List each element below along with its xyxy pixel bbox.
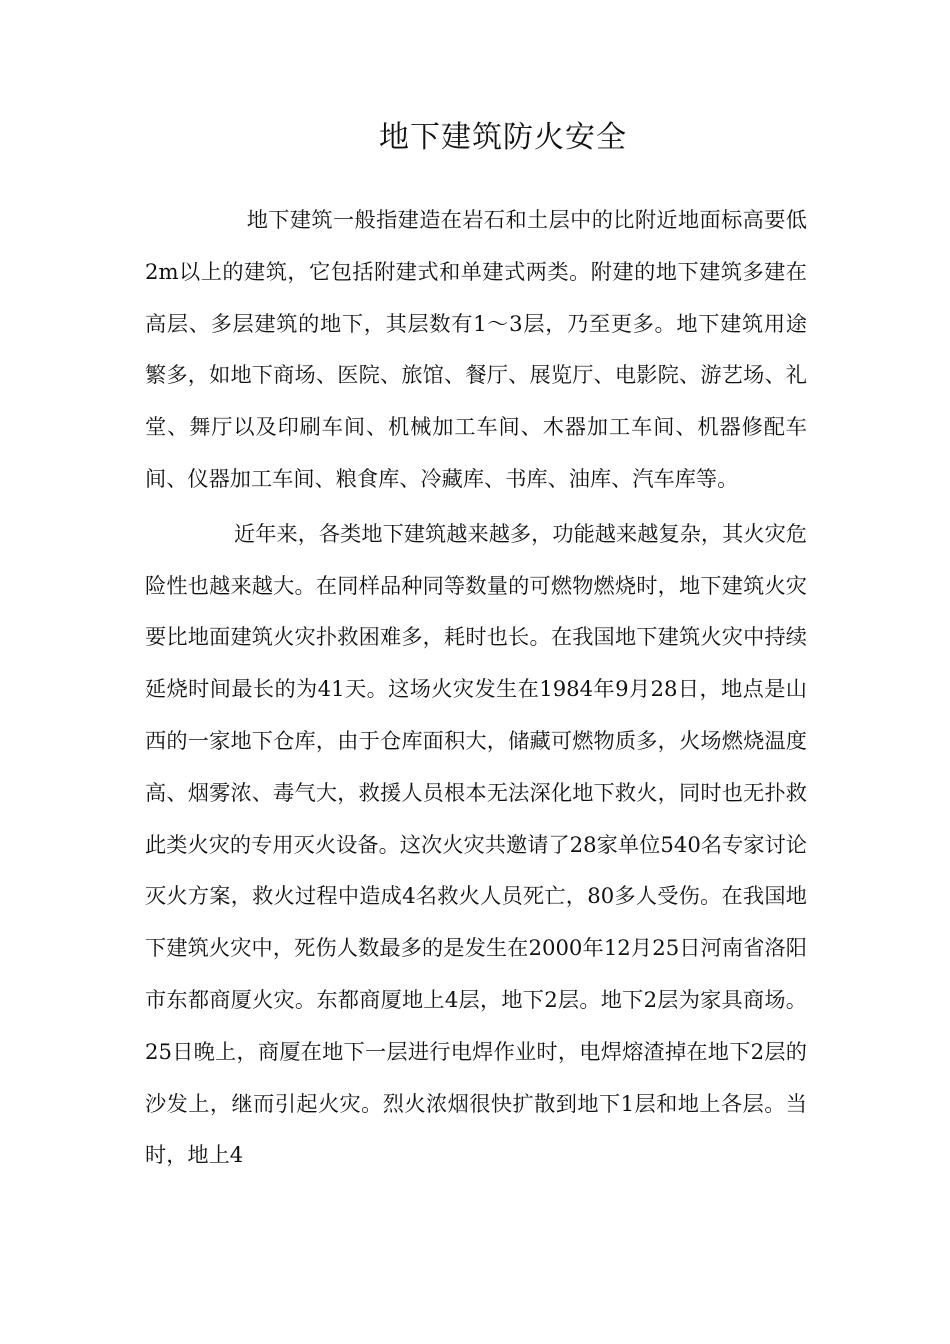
document-body (145, 194, 807, 1181)
paragraph-underground-building-definition: 地下建筑一般指建造在岩石和土层中的比附近地面标高要低2m以上的建筑，它包括附建式和单建式两类。附建的地下建筑多建在高层、多层建筑的地下，其层数有1～3层，乃至更多。地下建筑用途繁多，如地下商场、医院、旅馆、餐厅、展览厅、电影院、游艺场、礼堂、舞厅以及印刷车间、机械加工车间、木器加工车间、机器修配车间、仪器加工车间、粮食库、冷藏库、书库、油库、汽车库等。 (145, 207, 807, 491)
document-title: 地下建筑防火安全 (379, 120, 627, 155)
paragraph-fire-risk-cases: 近年来，各类地下建筑越来越多，功能越来越复杂，其火灾危险性也越来越大。在同样品种同等数量的可燃物燃烧时，地下建筑火灾要比地面建筑火灾扑救困难多，耗时也长。在我国地下建筑火灾中持续延烧时间最长的为41天。这场火灾发生在1984年9月28日，地点是山西的一家地下仓库，由于仓库面积大，储藏可燃物质多，火场燃烧温度高、烟雾浓、毒气大，救援人员根本无法深化地下救火，同时也无扑救此类火灾的专用灭火设备。这次火灾共邀请了28家单位540名专家讨论灭火方案，救火过程中造成4名救火人员死亡，80多人受伤。在我国地下建筑火灾中，死伤人数最多的是发生在2000年12月25日河南省洛阳市东都商厦火灾。东都商厦地上4层，地下2层。地下2层为家具商场。25日晚上，商厦在地下一层进行电焊作业时，电焊熔渣掉在地下2层的沙发上，继而引起火灾。烈火浓烟很快扩散到地下1层和地上各层。当时，地上4 (145, 520, 807, 1168)
